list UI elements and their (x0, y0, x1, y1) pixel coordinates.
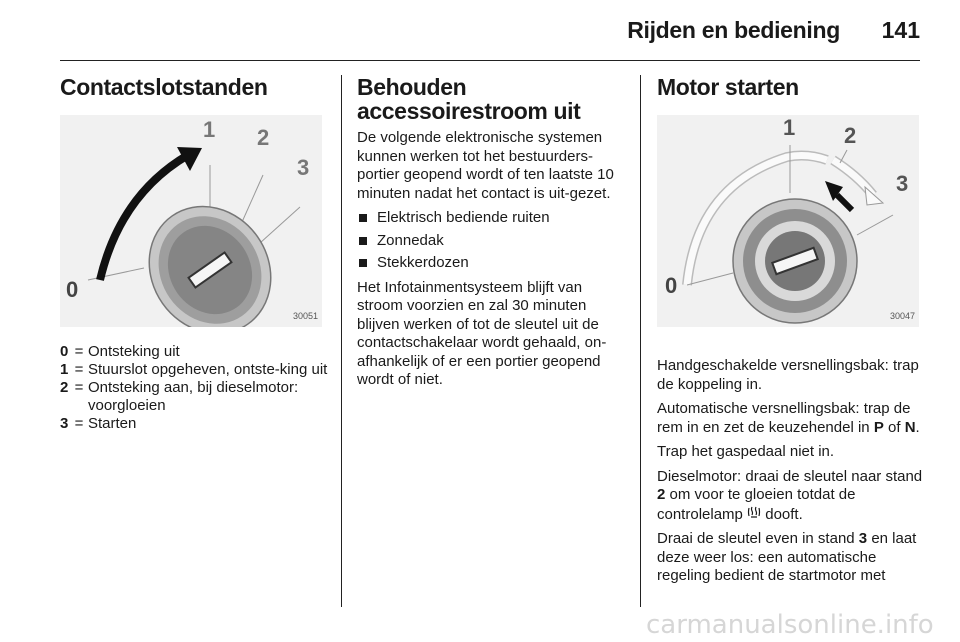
list-item-text: Stekkerdozen (377, 254, 469, 271)
ignition-switch-figure (60, 115, 322, 327)
paragraph-outro: Het Infotainmentsysteem blijft van stroom voorzien en zal 30 minuten blijven werken of tot de sleutel uit de contactschakelaar wordt gehaald, on-afhankelijk of er een portier geopend wordt of niet. (357, 278, 607, 388)
list-item (357, 209, 625, 228)
heading-accessory-power: Behouden accessoirestroom uit (357, 74, 581, 124)
text-span: of (888, 418, 901, 436)
text-span: . (915, 418, 920, 436)
bullet-square-icon (359, 214, 367, 222)
legend-sep: = (74, 415, 84, 432)
paragraph-diesel (657, 468, 925, 525)
text-span: Automatische versnellingsbak: trap de rem in en zet de keuzehendel in (657, 400, 911, 436)
text-span: om voor te gloeien totdat de controlelamp (657, 486, 856, 523)
label-3: 3 (297, 155, 310, 180)
bullet-square-icon (359, 259, 367, 267)
list-item-text: Zonnedak (377, 231, 444, 249)
bullet-square-icon (359, 237, 367, 245)
position-legend (60, 343, 328, 433)
label-2: 2 (844, 123, 857, 148)
label-1: 1 (783, 115, 796, 140)
legend-row (60, 343, 328, 361)
label-3: 3 (896, 171, 909, 196)
legend-text: Ontsteking uit (88, 343, 180, 360)
bullet-list (357, 209, 625, 273)
label-2: 2 (257, 125, 270, 150)
figure-code: 30051 (292, 311, 318, 321)
ignition-lock (733, 199, 857, 323)
heading-engine-start: Motor starten (657, 74, 799, 100)
engine-start-figure (657, 115, 919, 327)
column-divider (640, 75, 641, 607)
heading-ignition-positions: Contactslotstanden (60, 74, 268, 100)
glow-plug-icon (747, 505, 761, 524)
page-header (60, 0, 920, 61)
label-0: 0 (665, 273, 678, 298)
text-span: Draai de sleutel even in stand (657, 530, 855, 547)
legend-text: Stuurslot opgeheven, ontste-king uit (88, 361, 328, 378)
legend-row (60, 361, 328, 379)
engine-start-text (657, 357, 925, 586)
paragraph-automatic (657, 400, 925, 437)
watermark: carmanualsonline.info (646, 610, 934, 640)
legend-key: 3 (60, 415, 69, 432)
legend-sep: = (74, 379, 84, 396)
list-item-text: Elektrisch bediende ruiten (377, 209, 550, 226)
legend-key: 2 (60, 379, 69, 396)
section-title: Rijden en bediening (627, 17, 840, 43)
paragraph-start (657, 530, 925, 586)
page-number: 141 (881, 17, 920, 43)
legend-sep: = (74, 361, 84, 378)
text-span: dooft. (765, 505, 803, 523)
gear-n: N (904, 418, 916, 436)
paragraph-intro: De volgende elektronische systemen kunnen werken tot het bestuurders-portier geopend wordt of ten laatste 10 minuten nadat het contact is uit-gezet. (357, 129, 614, 202)
legend-key: 0 (60, 343, 69, 360)
column-ignition-positions (60, 75, 328, 433)
position-number: 2 (657, 486, 666, 503)
text-span: Dieselmotor: draai de sleutel naar stand (657, 467, 923, 485)
ignition-diagram (60, 115, 322, 327)
legend-sep: = (74, 343, 84, 360)
legend-key: 1 (60, 361, 69, 378)
figure-code: 30047 (889, 311, 915, 321)
column-engine-start (657, 75, 925, 592)
list-item (357, 254, 625, 273)
list-item (357, 232, 625, 251)
label-0: 0 (66, 277, 79, 302)
engine-start-diagram (657, 115, 919, 327)
gear-p: P (873, 418, 884, 436)
column-accessory-power (357, 75, 625, 396)
legend-row (60, 415, 328, 433)
legend-row (60, 379, 328, 415)
label-1: 1 (203, 117, 216, 142)
column-divider (341, 75, 342, 607)
text-span: en laat deze weer los: een automatische regeling bedient de startmotor met (657, 530, 917, 584)
paragraph-manual: Handgeschakelde versnellingsbak: trap de koppeling in. (657, 357, 919, 393)
paragraph-accelerator: Trap het gaspedaal niet in. (657, 443, 835, 460)
legend-text: Starten (88, 415, 137, 432)
legend-text: Ontsteking aan, bij dieselmotor: voorgloeien (88, 379, 299, 414)
position-number: 3 (858, 530, 868, 547)
